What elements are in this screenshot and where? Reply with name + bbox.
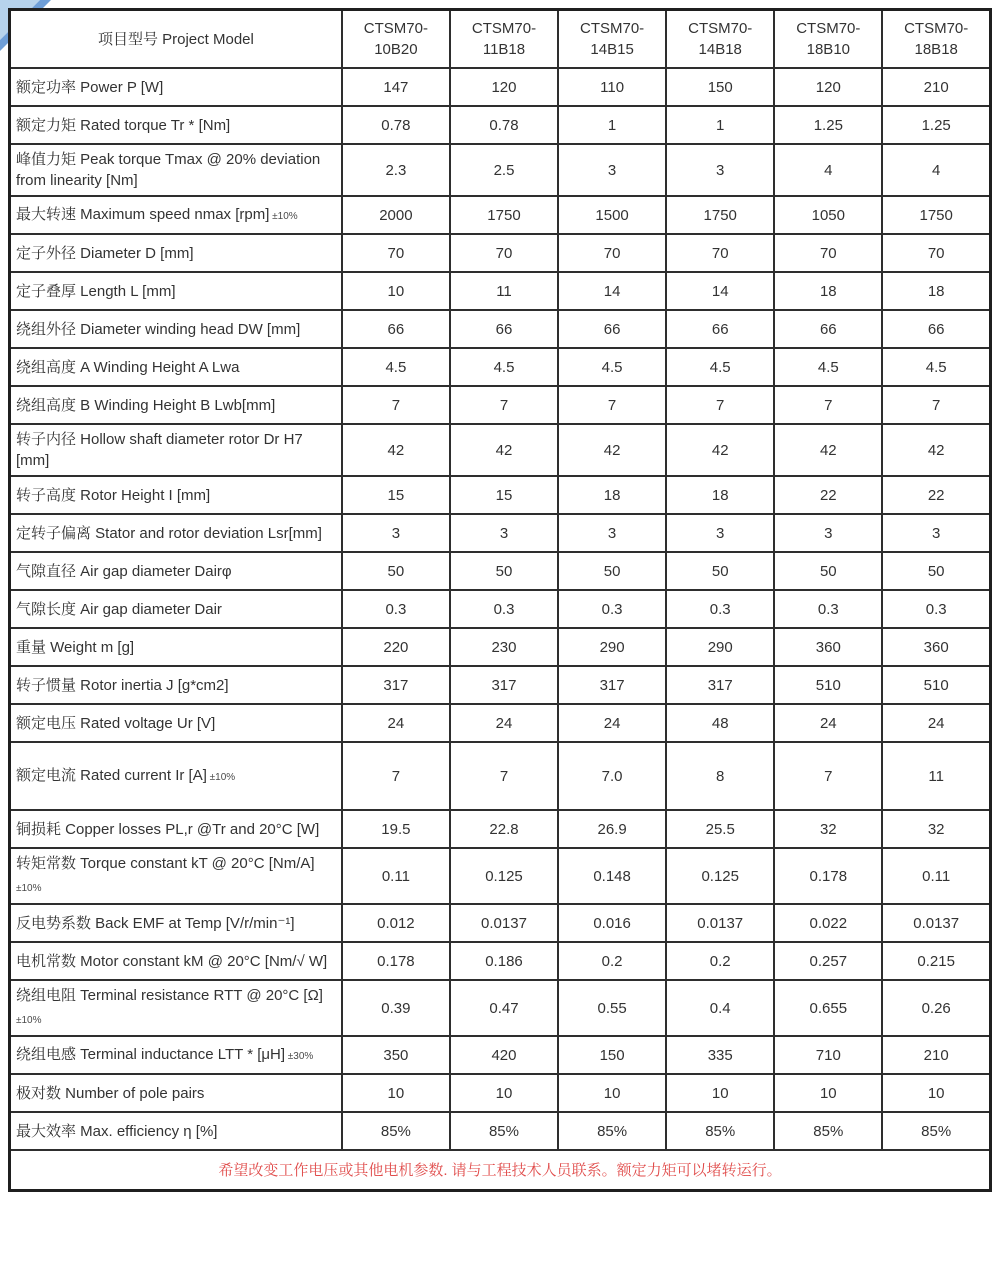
value-cell: 42 bbox=[450, 424, 558, 476]
row-label: 气隙长度 Air gap diameter Dair bbox=[10, 590, 342, 628]
value-cell: 510 bbox=[882, 666, 990, 704]
value-cell: 0.215 bbox=[882, 942, 990, 980]
row-label: 转子惯量 Rotor inertia J [g*cm2] bbox=[10, 666, 342, 704]
value-cell: 1.25 bbox=[882, 106, 990, 144]
value-cell: 0.125 bbox=[666, 848, 774, 904]
table-row bbox=[10, 628, 991, 666]
value-cell: 0.3 bbox=[882, 590, 990, 628]
value-cell: 4.5 bbox=[558, 348, 666, 386]
table-row bbox=[10, 704, 991, 742]
value-cell: 0.78 bbox=[450, 106, 558, 144]
value-cell: 70 bbox=[666, 234, 774, 272]
value-cell: 0.78 bbox=[342, 106, 450, 144]
value-cell: 85% bbox=[666, 1112, 774, 1150]
value-cell: 24 bbox=[558, 704, 666, 742]
table-row bbox=[10, 980, 991, 1036]
value-cell: 50 bbox=[342, 552, 450, 590]
row-label: 定子叠厚 Length L [mm] bbox=[10, 272, 342, 310]
value-cell: 1750 bbox=[666, 196, 774, 234]
value-cell: 10 bbox=[342, 272, 450, 310]
table-row bbox=[10, 904, 991, 942]
model-header-ctsm70-18b10: CTSM70- 18B10 bbox=[774, 10, 882, 69]
value-cell: 3 bbox=[882, 514, 990, 552]
value-cell: 50 bbox=[450, 552, 558, 590]
row-label: 绕组外径 Diameter winding head DW [mm] bbox=[10, 310, 342, 348]
value-cell: 1 bbox=[666, 106, 774, 144]
table-row bbox=[10, 144, 991, 196]
value-cell: 3 bbox=[666, 514, 774, 552]
value-cell: 14 bbox=[666, 272, 774, 310]
row-label: 气隙直径 Air gap diameter Dairφ bbox=[10, 552, 342, 590]
value-cell: 11 bbox=[450, 272, 558, 310]
value-cell: 335 bbox=[666, 1036, 774, 1074]
row-label: 转子高度 Rotor Height I [mm] bbox=[10, 476, 342, 514]
value-cell: 510 bbox=[774, 666, 882, 704]
value-cell: 7 bbox=[666, 386, 774, 424]
table-row bbox=[10, 666, 991, 704]
value-cell: 220 bbox=[342, 628, 450, 666]
value-cell: 0.47 bbox=[450, 980, 558, 1036]
value-cell: 0.3 bbox=[558, 590, 666, 628]
value-cell: 10 bbox=[450, 1074, 558, 1112]
value-cell: 3 bbox=[558, 144, 666, 196]
value-cell: 85% bbox=[342, 1112, 450, 1150]
value-cell: 70 bbox=[774, 234, 882, 272]
model-header-ctsm70-11b18: CTSM70- 11B18 bbox=[450, 10, 558, 69]
value-cell: 1750 bbox=[450, 196, 558, 234]
value-cell: 4 bbox=[774, 144, 882, 196]
value-cell: 4.5 bbox=[882, 348, 990, 386]
value-cell: 0.11 bbox=[342, 848, 450, 904]
value-cell: 230 bbox=[450, 628, 558, 666]
value-cell: 0.2 bbox=[558, 942, 666, 980]
value-cell: 0.39 bbox=[342, 980, 450, 1036]
footer-note: 希望改变工作电压或其他电机参数. 请与工程技术人员联系。额定力矩可以堵转运行。 bbox=[10, 1150, 991, 1191]
value-cell: 24 bbox=[774, 704, 882, 742]
value-cell: 360 bbox=[774, 628, 882, 666]
value-cell: 66 bbox=[342, 310, 450, 348]
table-row bbox=[10, 234, 991, 272]
value-cell: 18 bbox=[774, 272, 882, 310]
value-cell: 7 bbox=[558, 386, 666, 424]
row-label: 绕组电感 Terminal inductance LTT * [μH] ±30% bbox=[10, 1036, 342, 1074]
row-label: 极对数 Number of pole pairs bbox=[10, 1074, 342, 1112]
value-cell: 317 bbox=[666, 666, 774, 704]
row-label: 最大转速 Maximum speed nmax [rpm] ±10% bbox=[10, 196, 342, 234]
row-label: 额定力矩 Rated torque Tr * [Nm] bbox=[10, 106, 342, 144]
value-cell: 7 bbox=[450, 742, 558, 810]
table-row bbox=[10, 1112, 991, 1150]
model-header-ctsm70-18b18: CTSM70- 18B18 bbox=[882, 10, 990, 69]
value-cell: 4 bbox=[882, 144, 990, 196]
value-cell: 70 bbox=[882, 234, 990, 272]
tolerance-note: ±10% bbox=[269, 210, 298, 222]
value-cell: 0.257 bbox=[774, 942, 882, 980]
value-cell: 7 bbox=[450, 386, 558, 424]
value-cell: 420 bbox=[450, 1036, 558, 1074]
spec-sheet bbox=[8, 8, 992, 1192]
tolerance-note: ±30% bbox=[285, 1050, 314, 1062]
value-cell: 10 bbox=[558, 1074, 666, 1112]
value-cell: 22 bbox=[774, 476, 882, 514]
value-cell: 7.0 bbox=[558, 742, 666, 810]
value-cell: 0.655 bbox=[774, 980, 882, 1036]
value-cell: 7 bbox=[882, 386, 990, 424]
value-cell: 0.125 bbox=[450, 848, 558, 904]
value-cell: 8 bbox=[666, 742, 774, 810]
value-cell: 50 bbox=[558, 552, 666, 590]
value-cell: 18 bbox=[558, 476, 666, 514]
table-row bbox=[10, 590, 991, 628]
value-cell: 66 bbox=[882, 310, 990, 348]
value-cell: 0.0137 bbox=[882, 904, 990, 942]
value-cell: 42 bbox=[342, 424, 450, 476]
value-cell: 70 bbox=[558, 234, 666, 272]
value-cell: 85% bbox=[882, 1112, 990, 1150]
table-row bbox=[10, 552, 991, 590]
value-cell: 24 bbox=[342, 704, 450, 742]
table-row bbox=[10, 1074, 991, 1112]
value-cell: 0.022 bbox=[774, 904, 882, 942]
row-label: 最大效率 Max. efficiency η [%] bbox=[10, 1112, 342, 1150]
value-cell: 0.186 bbox=[450, 942, 558, 980]
table-row bbox=[10, 310, 991, 348]
value-cell: 150 bbox=[558, 1036, 666, 1074]
value-cell: 120 bbox=[450, 68, 558, 106]
value-cell: 1500 bbox=[558, 196, 666, 234]
value-cell: 0.4 bbox=[666, 980, 774, 1036]
value-cell: 10 bbox=[882, 1074, 990, 1112]
value-cell: 22.8 bbox=[450, 810, 558, 848]
value-cell: 3 bbox=[450, 514, 558, 552]
value-cell: 0.0137 bbox=[450, 904, 558, 942]
table-row bbox=[10, 1036, 991, 1074]
value-cell: 66 bbox=[774, 310, 882, 348]
value-cell: 18 bbox=[666, 476, 774, 514]
value-cell: 66 bbox=[558, 310, 666, 348]
table-row bbox=[10, 942, 991, 980]
value-cell: 24 bbox=[882, 704, 990, 742]
row-label: 重量 Weight m [g] bbox=[10, 628, 342, 666]
value-cell: 70 bbox=[450, 234, 558, 272]
value-cell: 3 bbox=[774, 514, 882, 552]
motor-spec-table bbox=[8, 8, 992, 1192]
model-header-ctsm70-14b15: CTSM70- 14B15 bbox=[558, 10, 666, 69]
table-row bbox=[10, 810, 991, 848]
tolerance-note: ±10% bbox=[206, 771, 236, 783]
value-cell: 290 bbox=[666, 628, 774, 666]
table-row bbox=[10, 742, 991, 810]
value-cell: 7 bbox=[342, 742, 450, 810]
value-cell: 1 bbox=[558, 106, 666, 144]
value-cell: 350 bbox=[342, 1036, 450, 1074]
model-header-ctsm70-14b18: CTSM70- 14B18 bbox=[666, 10, 774, 69]
value-cell: 26.9 bbox=[558, 810, 666, 848]
table-row bbox=[10, 424, 991, 476]
value-cell: 4.5 bbox=[666, 348, 774, 386]
table-row bbox=[10, 196, 991, 234]
value-cell: 42 bbox=[558, 424, 666, 476]
value-cell: 7 bbox=[342, 386, 450, 424]
value-cell: 1050 bbox=[774, 196, 882, 234]
value-cell: 7 bbox=[774, 386, 882, 424]
value-cell: 42 bbox=[882, 424, 990, 476]
value-cell: 317 bbox=[558, 666, 666, 704]
value-cell: 0.3 bbox=[666, 590, 774, 628]
value-cell: 2.5 bbox=[450, 144, 558, 196]
value-cell: 7 bbox=[774, 742, 882, 810]
project-model-header: 项目型号 Project Model bbox=[10, 10, 342, 69]
value-cell: 110 bbox=[558, 68, 666, 106]
row-label: 转矩常数 Torque constant kT @ 20°C [Nm/A] ±10% bbox=[10, 848, 342, 904]
row-label: 绕组高度 B Winding Height B Lwb[mm] bbox=[10, 386, 342, 424]
value-cell: 66 bbox=[450, 310, 558, 348]
row-label: 额定电压 Rated voltage Ur [V] bbox=[10, 704, 342, 742]
value-cell: 0.11 bbox=[882, 848, 990, 904]
footer-row bbox=[10, 1150, 991, 1191]
value-cell: 3 bbox=[342, 514, 450, 552]
value-cell: 0.148 bbox=[558, 848, 666, 904]
table-row bbox=[10, 848, 991, 904]
value-cell: 0.016 bbox=[558, 904, 666, 942]
value-cell: 210 bbox=[882, 1036, 990, 1074]
value-cell: 10 bbox=[774, 1074, 882, 1112]
value-cell: 1.25 bbox=[774, 106, 882, 144]
value-cell: 11 bbox=[882, 742, 990, 810]
value-cell: 0.3 bbox=[774, 590, 882, 628]
row-label: 转子内径 Hollow shaft diameter rotor Dr H7 [mm] bbox=[10, 424, 342, 476]
value-cell: 710 bbox=[774, 1036, 882, 1074]
value-cell: 2.3 bbox=[342, 144, 450, 196]
value-cell: 3 bbox=[558, 514, 666, 552]
value-cell: 317 bbox=[450, 666, 558, 704]
model-header-ctsm70-10b20: CTSM70- 10B20 bbox=[342, 10, 450, 69]
table-row bbox=[10, 514, 991, 552]
value-cell: 290 bbox=[558, 628, 666, 666]
value-cell: 2000 bbox=[342, 196, 450, 234]
row-label: 绕组高度 A Winding Height A Lwa bbox=[10, 348, 342, 386]
value-cell: 210 bbox=[882, 68, 990, 106]
value-cell: 32 bbox=[774, 810, 882, 848]
value-cell: 48 bbox=[666, 704, 774, 742]
table-row bbox=[10, 386, 991, 424]
header-row bbox=[10, 10, 991, 69]
value-cell: 317 bbox=[342, 666, 450, 704]
value-cell: 42 bbox=[666, 424, 774, 476]
value-cell: 10 bbox=[666, 1074, 774, 1112]
value-cell: 15 bbox=[342, 476, 450, 514]
value-cell: 32 bbox=[882, 810, 990, 848]
value-cell: 50 bbox=[666, 552, 774, 590]
value-cell: 85% bbox=[558, 1112, 666, 1150]
row-label: 铜损耗 Copper losses PL,r @Tr and 20°C [W] bbox=[10, 810, 342, 848]
value-cell: 0.178 bbox=[342, 942, 450, 980]
value-cell: 4.5 bbox=[774, 348, 882, 386]
value-cell: 50 bbox=[882, 552, 990, 590]
value-cell: 10 bbox=[342, 1074, 450, 1112]
value-cell: 4.5 bbox=[450, 348, 558, 386]
value-cell: 14 bbox=[558, 272, 666, 310]
table-row bbox=[10, 68, 991, 106]
tolerance-note: ±10% bbox=[16, 883, 42, 894]
value-cell: 0.178 bbox=[774, 848, 882, 904]
value-cell: 42 bbox=[774, 424, 882, 476]
value-cell: 1750 bbox=[882, 196, 990, 234]
value-cell: 24 bbox=[450, 704, 558, 742]
value-cell: 70 bbox=[342, 234, 450, 272]
table-row bbox=[10, 476, 991, 514]
value-cell: 25.5 bbox=[666, 810, 774, 848]
value-cell: 19.5 bbox=[342, 810, 450, 848]
row-label: 额定功率 Power P [W] bbox=[10, 68, 342, 106]
value-cell: 0.26 bbox=[882, 980, 990, 1036]
value-cell: 50 bbox=[774, 552, 882, 590]
value-cell: 0.2 bbox=[666, 942, 774, 980]
row-label: 定子外径 Diameter D [mm] bbox=[10, 234, 342, 272]
value-cell: 0.3 bbox=[342, 590, 450, 628]
row-label: 峰值力矩 Peak torque Tmax @ 20% deviation from linearity [Nm] bbox=[10, 144, 342, 196]
row-label: 电机常数 Motor constant kM @ 20°C [Nm/√ W] bbox=[10, 942, 342, 980]
value-cell: 4.5 bbox=[342, 348, 450, 386]
value-cell: 120 bbox=[774, 68, 882, 106]
value-cell: 18 bbox=[882, 272, 990, 310]
value-cell: 3 bbox=[666, 144, 774, 196]
value-cell: 0.55 bbox=[558, 980, 666, 1036]
value-cell: 85% bbox=[450, 1112, 558, 1150]
row-label: 额定电流 Rated current Ir [A] ±10% bbox=[10, 742, 342, 810]
row-label: 定转子偏离 Stator and rotor deviation Lsr[mm] bbox=[10, 514, 342, 552]
value-cell: 66 bbox=[666, 310, 774, 348]
row-label: 绕组电阻 Terminal resistance RTT @ 20°C [Ω] ±10% bbox=[10, 980, 342, 1036]
tolerance-note: ±10% bbox=[16, 1015, 42, 1026]
value-cell: 360 bbox=[882, 628, 990, 666]
value-cell: 147 bbox=[342, 68, 450, 106]
value-cell: 0.0137 bbox=[666, 904, 774, 942]
table-row bbox=[10, 272, 991, 310]
value-cell: 0.3 bbox=[450, 590, 558, 628]
row-label: 反电势系数 Back EMF at Temp [V/r/min⁻¹] bbox=[10, 904, 342, 942]
value-cell: 85% bbox=[774, 1112, 882, 1150]
value-cell: 0.012 bbox=[342, 904, 450, 942]
value-cell: 150 bbox=[666, 68, 774, 106]
table-row bbox=[10, 348, 991, 386]
table-row bbox=[10, 106, 991, 144]
value-cell: 15 bbox=[450, 476, 558, 514]
value-cell: 22 bbox=[882, 476, 990, 514]
